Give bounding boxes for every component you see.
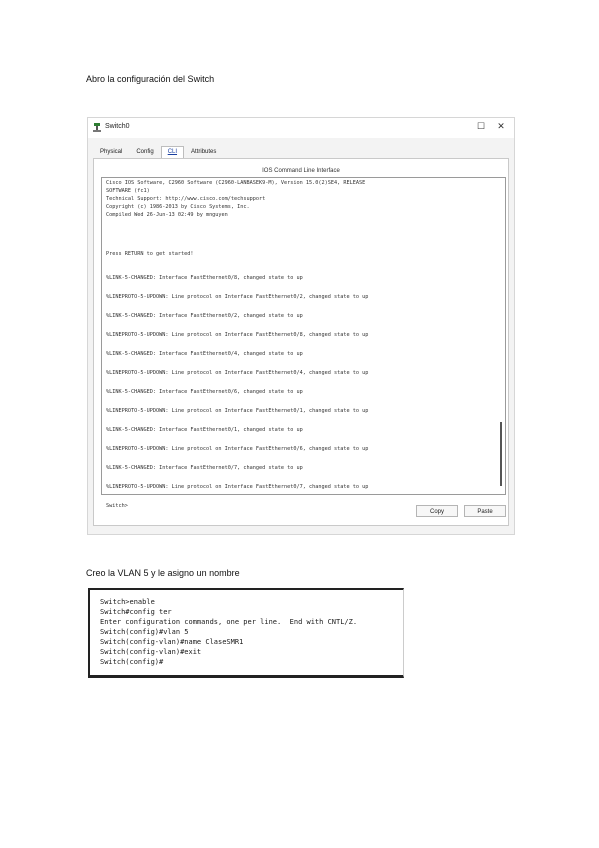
- terminal-line: Switch(config)#vlan 5: [100, 628, 189, 636]
- console-line: Press RETURN to get started!: [106, 251, 194, 257]
- terminal-line: Switch(config-vlan)#name ClaseSMR1: [100, 638, 244, 646]
- terminal-line: Switch#config ter: [100, 608, 172, 616]
- caption-open-switch-config: Abro la configuración del Switch: [86, 74, 215, 84]
- terminal-snippet: [88, 588, 404, 678]
- console-line: %LINK-5-CHANGED: Interface FastEthernet0/4, changed state to up: [106, 351, 303, 357]
- console-line: Cisco IOS Software, C2960 Software (C2960-LANBASEK9-M), Version 15.0(2)SE4, RELEASE: [106, 180, 366, 186]
- console-line: %LINEPROTO-5-UPDOWN: Line protocol on Interface FastEthernet0/6, changed state to up: [106, 446, 369, 452]
- tab-physical[interactable]: Physical: [100, 149, 123, 155]
- console-line: Copyright (c) 1986-2013 by Cisco Systems, Inc.: [106, 204, 250, 210]
- maximize-icon[interactable]: ☐: [476, 121, 486, 131]
- terminal-line: Switch(config)#: [100, 658, 164, 666]
- terminal-line: Switch(config-vlan)#exit: [100, 648, 202, 656]
- panel-title: IOS Command Line Interface: [262, 168, 340, 174]
- tab-bar: [93, 146, 223, 158]
- console-prompt: Switch>: [106, 503, 128, 509]
- terminal-line: Switch>enable: [100, 598, 155, 606]
- close-icon[interactable]: ✕: [497, 121, 505, 131]
- window-title: Switch0: [105, 123, 130, 130]
- console-line: SOFTWARE (fc1): [106, 188, 150, 194]
- cli-panel: [93, 158, 509, 526]
- tab-cli[interactable]: CLI: [161, 146, 184, 158]
- terminal-line: Enter configuration commands, one per line. End with CNTL/Z.: [100, 618, 358, 626]
- console-line: Technical Support: http://www.cisco.com/techsupport: [106, 196, 266, 202]
- console-line: %LINEPROTO-5-UPDOWN: Line protocol on Interface FastEthernet0/1, changed state to up: [106, 408, 369, 414]
- console-line: %LINEPROTO-5-UPDOWN: Line protocol on Interface FastEthernet0/8, changed state to up: [106, 332, 369, 338]
- console-line: %LINEPROTO-5-UPDOWN: Line protocol on Interface FastEthernet0/7, changed state to up: [106, 484, 369, 490]
- console-line: %LINK-5-CHANGED: Interface FastEthernet0/2, changed state to up: [106, 313, 303, 319]
- paste-button[interactable]: Paste: [464, 505, 506, 517]
- cli-console[interactable]: [101, 177, 506, 509]
- scrollbar-thumb[interactable]: [500, 422, 502, 486]
- tab-attributes[interactable]: Attributes: [191, 149, 217, 155]
- console-line: %LINK-5-CHANGED: Interface FastEthernet0/8, changed state to up: [106, 275, 303, 281]
- console-line: %LINK-5-CHANGED: Interface FastEthernet0/1, changed state to up: [106, 427, 303, 433]
- switch-window: [87, 117, 515, 535]
- console-line: Compiled Wed 26-Jun-13 02:49 by mnguyen: [106, 212, 228, 218]
- switch-app-icon: [93, 122, 102, 132]
- copy-button[interactable]: Copy: [416, 505, 458, 517]
- console-line: %LINEPROTO-5-UPDOWN: Line protocol on Interface FastEthernet0/4, changed state to up: [106, 370, 369, 376]
- window-titlebar: [88, 118, 514, 138]
- console-line: %LINEPROTO-5-UPDOWN: Line protocol on Interface FastEthernet0/2, changed state to up: [106, 294, 369, 300]
- caption-create-vlan: Creo la VLAN 5 y le asigno un nombre: [86, 568, 240, 578]
- console-line: %LINK-5-CHANGED: Interface FastEthernet0/7, changed state to up: [106, 465, 303, 471]
- console-scrollbar[interactable]: [499, 182, 503, 490]
- tab-config[interactable]: Config: [136, 149, 154, 155]
- console-line: %LINK-5-CHANGED: Interface FastEthernet0/6, changed state to up: [106, 389, 303, 395]
